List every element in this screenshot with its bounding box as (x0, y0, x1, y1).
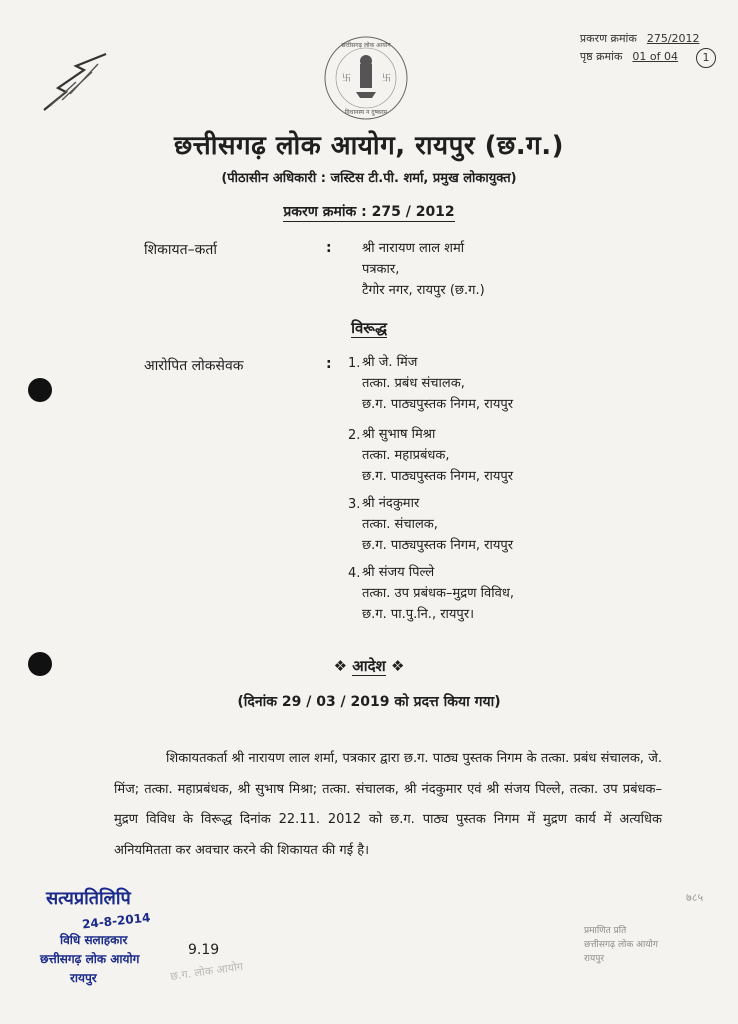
page-ref-label: पृष्ठ क्रमांक (579, 50, 623, 63)
seal-bottom-text: विधानस्य न दुष्करम (344, 109, 388, 116)
accused-1-num: 1. (348, 356, 361, 371)
accused-3-designation: तत्का. संचालक, (362, 517, 438, 532)
accused-2-name: श्री सुभाष मिश्रा (362, 427, 436, 442)
case-ref-label: प्रकरण क्रमांक (579, 32, 637, 45)
accused-4-name: श्री संजय पिल्ले (362, 565, 435, 580)
svg-text:卐: 卐 (342, 74, 352, 84)
accused-1 (362, 352, 513, 415)
order-heading-text: आदेश (352, 657, 386, 675)
ornament-right-icon: ❖ (390, 657, 405, 675)
accused-4-num: 4. (348, 566, 361, 581)
accused-label: आरोपित लोकसेवक (144, 358, 244, 374)
faint-right-line2: छत्तीसगढ़ लोक आयोग (584, 940, 658, 950)
presiding-officer: (पीठासीन अधिकारी : जस्टिस टी.पी. शर्मा, प्रमुख लोकायुक्त) (221, 171, 517, 186)
faint-stamp-right (584, 924, 658, 966)
complainant-name: श्री नारायण लाल शर्मा (362, 241, 465, 256)
complainant-label: शिकायत–कर्ता (144, 242, 217, 258)
case-reference (580, 30, 716, 68)
handwritten-scribble: 9.19 (188, 942, 220, 958)
accused-3-name: श्री नंदकुमार (362, 496, 420, 511)
faint-mark: ७८५ (686, 891, 704, 904)
page-number-circle: 1 (696, 48, 716, 68)
accused-2 (362, 424, 513, 487)
case-number-text: प्रकरण क्रमांक : 275 / 2012 (283, 204, 455, 220)
accused-3-address: छ.ग. पाठ्यपुस्तक निगम, रायपुर (362, 538, 514, 553)
complainant-details (362, 238, 485, 301)
accused-4-designation: तत्का. उप प्रबंधक–मुद्रण विविध, (362, 586, 515, 601)
faint-right-line3: रायपुर (584, 954, 605, 964)
accused-4 (362, 562, 514, 625)
case-number (0, 202, 738, 221)
accused-3 (362, 493, 513, 556)
ornament-left-icon: ❖ (333, 657, 348, 675)
accused-2-num: 2. (348, 428, 361, 443)
order-paragraph: शिकायतकर्ता श्री नारायण लाल शर्मा, पत्रकार द्वारा छ.ग. पाठ्य पुस्तक निगम के तत्का. प्रबंध संचालक, जे. मिंज; तत्का. महाप्रबंधक, श्री सुभाष मिश्रा; तत्का. संचालक, श्री नंदकुमार एवं श्री संजय पिल्ले, तत्का. उप प्रबंधक–मुद्रण विविध के विरूद्ध दिनांक 22.11. 2012 को छ.ग. पाठ्य पुस्तक निगम में मुद्रण कार्य में अत्यधिक अनियमितता कर अवचार करने की शिकायत की गई है। (114, 751, 662, 858)
faint-right-line1: प्रमाणित प्रति (584, 926, 627, 936)
versus-text: विरूद्ध (351, 319, 387, 337)
accused-1-address: छ.ग. पाठ्यपुस्तक निगम, रायपुर (362, 397, 514, 412)
case-ref-value: 275/2012 (646, 32, 700, 45)
document-title: छत्तीसगढ़ लोक आयोग, रायपुर (छ.ग.) (174, 131, 564, 161)
svg-text:卐: 卐 (382, 74, 392, 84)
order-heading (0, 656, 738, 676)
complainant-address: टैगोर नगर, रायपुर (छ.ग.) (362, 283, 485, 298)
accused-2-designation: तत्का. महाप्रबंधक, (362, 448, 450, 463)
seal-top-text: छत्तीसगढ़ लोक आयोग (341, 42, 391, 49)
true-copy-label: सत्यप्रतिलिपि (46, 888, 131, 909)
accused-4-address: छ.ग. पा.पु.नि., रायपुर। (362, 607, 475, 622)
stamp-designation: विधि सलाहकार (60, 933, 128, 947)
punch-hole-top (28, 378, 52, 402)
handwritten-date: 24-8-2014 (81, 910, 151, 932)
order-date-line: (दिनांक 29 / 03 / 2019 को प्रदत्त किया गया) (237, 694, 501, 710)
faint-stamp-left: छ.ग. लोक आयोग (169, 959, 244, 984)
complainant-designation: पत्रकार, (362, 262, 400, 277)
accused-3-num: 3. (348, 497, 361, 512)
stamp-city: रायपुर (70, 971, 97, 985)
complainant-colon: : (326, 240, 332, 256)
handwritten-scribble-icon (36, 48, 116, 118)
accused-1-name: श्री जे. मिंज (362, 355, 418, 370)
commission-seal-icon (322, 34, 410, 122)
accused-colon: : (326, 356, 332, 372)
stamp-office: छत्तीसगढ़ लोक आयोग (40, 952, 140, 966)
accused-1-designation: तत्का. प्रबंध संचालक, (362, 376, 465, 391)
versus-heading (0, 318, 738, 338)
page-ref-value: 01 of 04 (632, 50, 678, 63)
accused-2-address: छ.ग. पाठ्यपुस्तक निगम, रायपुर (362, 469, 514, 484)
